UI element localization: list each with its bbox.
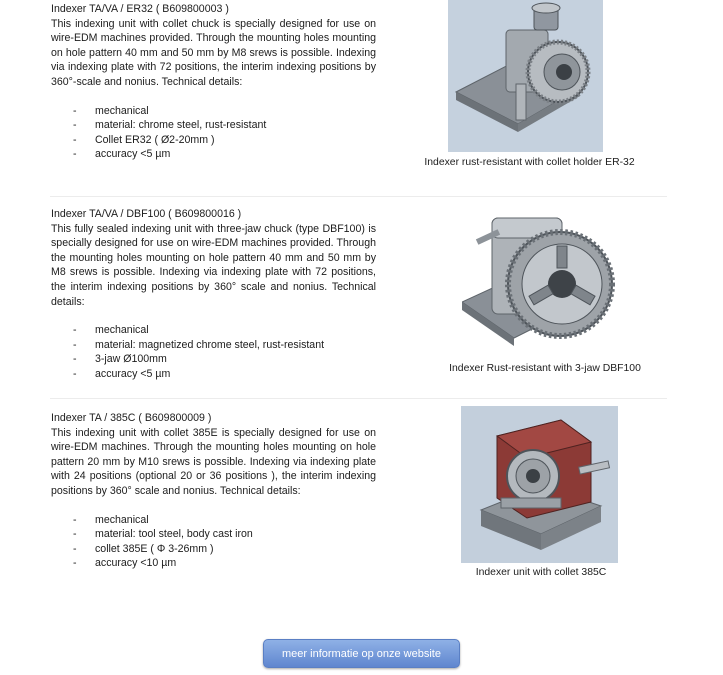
product-photo-er32: [448, 0, 603, 152]
spec-item: - material: tool steel, body cast iron: [51, 527, 376, 542]
spec-item: - mechanical: [51, 323, 376, 338]
spec-item: - material: magnetized chrome steel, rust-resistant: [51, 338, 376, 353]
spec-item: - mechanical: [51, 513, 376, 528]
product-caption: Indexer unit with collet 385C: [475, 567, 607, 578]
spec-list: [51, 513, 376, 571]
product-title: Indexer TA / 385C ( B609800009 ): [51, 412, 212, 424]
product-text: [51, 411, 376, 571]
product-photo-385c: [461, 406, 618, 563]
spec-item: - 3-jaw Ø100mm: [51, 352, 376, 367]
product-description: This indexing unit with collet chuck is specially designed for use on wire-EDM machines provided. Through the mounting holes mounting on hole pattern 40 mm and 50 mm by M8 srews is possible. Indexing via indexing plate with 72 positions, the interim indexing positions by 360°-scale and nonius. Technical details:: [51, 17, 376, 88]
product-caption: Indexer rust-resistant with collet holder ER-32: [424, 157, 635, 168]
spec-item: - mechanical: [51, 104, 376, 119]
product-photo-dbf100: [462, 204, 626, 354]
spec-item: - accuracy <5 µm: [51, 147, 376, 162]
spec-item: - Collet ER32 ( Ø2-20mm ): [51, 133, 376, 148]
product-text: [51, 2, 376, 162]
spec-list: [51, 323, 376, 381]
spec-item: - material: chrome steel, rust-resistant: [51, 118, 376, 133]
product-text: [51, 207, 376, 382]
spec-item: - accuracy <10 µm: [51, 556, 376, 571]
divider: [50, 196, 667, 197]
product-caption: Indexer Rust-resistant with 3-jaw DBF100: [449, 363, 641, 374]
product-title: Indexer TA/VA / DBF100 ( B609800016 ): [51, 208, 242, 220]
more-info-button[interactable]: meer informatie op onze website: [263, 639, 460, 668]
divider: [50, 398, 667, 399]
spec-list: [51, 104, 376, 162]
product-description: This indexing unit with collet 385E is specially designed for use on wire-EDM machines. Through the mounting holes mounting on hole pattern 20 mm by M10 srews is possible. Indexing via indexing plate with 24 positions (optional 20 or 36 positions ), the interim indexing positions by 360° scale and nonius. Technical details:: [51, 426, 376, 497]
spec-item: - collet 385E ( Φ 3-26mm ): [51, 542, 376, 557]
product-description: This fully sealed indexing unit with three-jaw chuck (type DBF100) is specially designed for use on wire-EDM machines provided. Through the mounting holes mounting on hole pattern 40 mm and 50 mm by M8 srews is possible. Indexing via indexing plate with 72 positions, the interim indexing positions by 360° scale and nonius. Technical details:: [51, 222, 376, 308]
spec-item: - accuracy <5 µm: [51, 367, 376, 382]
product-title: Indexer TA/VA / ER32 ( B609800003 ): [51, 3, 229, 15]
